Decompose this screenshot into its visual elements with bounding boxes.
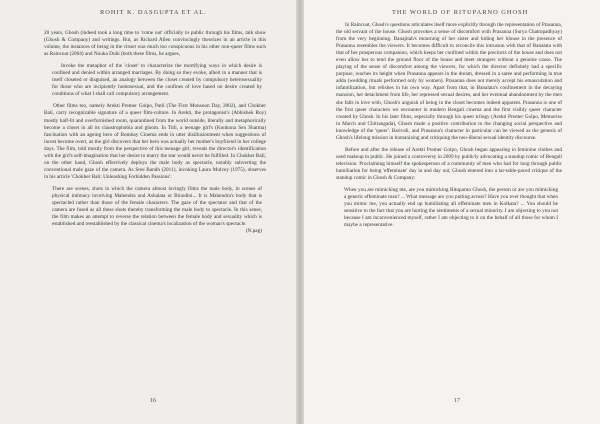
block-quote: [44, 186, 266, 235]
quote-text: There are scenes, shots in which the camera almost lovingly films the male body, in scenes of physical intimacy involving Mahendra and Ashalata or Binodini... It is Mahendra's body that is spectacled rather than those of the female characters. The gaze of the spectator and that of the camera are fused as all these shots thereby transforming the male body to spectacle. In this sense, the film makes an attempt to reverse the relation between the female body and sexuality which is established and reestablished by the classical cinema's localization of the woman's spectacle.: [52, 185, 262, 228]
running-head-left: ROHIT K. DASGUPTA ET AL.: [100, 9, 207, 16]
right-page-body: [336, 22, 562, 234]
paragraph: 20 years, Ghosh (indeed took a long time to 'come out' officially to public through his films, talk show (Ghosh & Company) and writings. But, as Richard Allen convincingly theorizes in an article in this volume, the instances of being in the closet was much too conspicuous in his other non-queer films such as Raincoat (2004) and Nouka Dubi (both these films, he argues,: [44, 30, 266, 58]
page-number-right: 17: [454, 398, 460, 404]
left-page: [0, 0, 296, 424]
paragraph: Before and after the release of Arekti Premer Golpo, Ghosh began appearing in feminine clothes and used makeup in public. He joined a controversy in 2009 by publicly advocating a standup comic of Bengali television. Proclaiming himself the spokesperson of a community of men who had for long through public humiliation for being 'effeminate' day in and day out, Ghosh entered into a tar-table-paced critique of the standup comic in Ghosh & Company:: [336, 146, 562, 181]
book-gutter: [296, 0, 304, 424]
block-quote: [336, 187, 562, 229]
quote-text: When you are mimicking me, are you mimicking Rituparno Ghosh, the person or are you mimicking a generic effeminate man? ... What message are you putting across? Have you ever thought that when you mimic me, you actually end up humiliating all effeminate men in Kolkata? ... You should be sensitive to the fact that you are hurting the sentiments of a sexual minority. I am objecting to you not because I am inconvenienced myself, rather I am objecting to it on the behalf of all those for whom I maybe a representative.: [344, 187, 558, 229]
right-page: [304, 0, 600, 424]
left-page-body: [44, 30, 266, 240]
paragraph: In Raincoat, Ghosh's questions articulates itself more explicitly through the representation of Prasanna, the old servant of the house. Ghosh provokes a sense of discomfort with Prasanna (Surya Chattopadhyay) from the very beginning. Banajitah's mourning of her sister and hiding her blouse in the presence of Prasanna resembles the viewers. It becomes difficult to reconcile this intrusion with that of Banalata with that of her prosperous companion, which keeps her confined within the precincts of the house and does not even allow her to tend the ground floor of the house and meet strangers without a genuine cause. The playing of the sense of discomfort among the viewers, for which the director definitely had a specific purpose, reaches its height when Prasanna appears in the dream, dressed in a saree and performing in true adda (wedding rituals performed only by women). Prasanna does not merely accept his emasculation and infantilization, but relishes in his own way. Apart from that, in Banalata's confinement in the decaying mansion, her detachment from life, her repressed sexual desires, and her eventual abandonment by the men she falls in love with, Ghosh's anguish of being in the closet becomes indeed apparent. Prasanna is one of the first queer characters we encounter in modern Bengali cinema and the first visibly queer character created by Ghosh. In his later films, especially through his queer trilogy (Arekti Premer Golpo, Memories in March and Chitrangada), Ghosh made a positive contribution to the changing social perspective and knowledge of the 'queer'. Barivali, and Prasanna's character in particular can be viewed as the genesis of Ghosh's lifelong mission in humanizing and critiquing the neo-liberal sexual identity discourse.: [336, 22, 562, 141]
page-number-left: 16: [150, 398, 156, 404]
running-head-right: THE WORLD OF RITUPARNO GHOSH: [392, 9, 529, 16]
paragraph: Other films too, namely Arekti Premer Golpo, Patil (The First Monsoon Day, 2002), and Chokher Bali, carry recognizable signature of a queer film-culture. In Arekti, the protagonist's (Abhishek Roy) mostly half-lit and overfurnished room, quarantined from the world outside, literally and metaphorically become a closet in all its claustrophobia and gloom. In Titli, a teenage girl's (Konkona Sen Sharma) fascination with an ageing hero of Bombay Cinema ends in utter disillusionment when suggestions of incest become overt, as the girl discovers that her hero was actually her mother's boyfriend in her college days. The film, told mostly from the perspective of this teenage girl, reveals the director's identification with the girl's self-imagination that her desire to marry the star would never be fulfilled. In Chokher Bali, on the other hand, Ghosh effectively deploys the male body as spectacle, notably subverting the conventional male gaze of the camera. As Sree Bandh (2011), invoking Laura Mulvey (1975), observes in his article 'Chokher Bali: Unleashing Forbidden Passions':: [44, 103, 266, 180]
block-quote: Invoke the metaphor of the 'closet' to characterize the mortifying ways in which desire is confined and denied within arranged marriages. By doing so they evoke, albeit in a manner that is itself closeted or disguised, an analogy between the closet created by compulsory heterosexuality for those who are incipiently homosexual, and the confines of love based on desire created by conditions of what I shall call compulsory arrangement.: [52, 63, 262, 98]
quote-citation: (N.pag): [245, 228, 262, 235]
